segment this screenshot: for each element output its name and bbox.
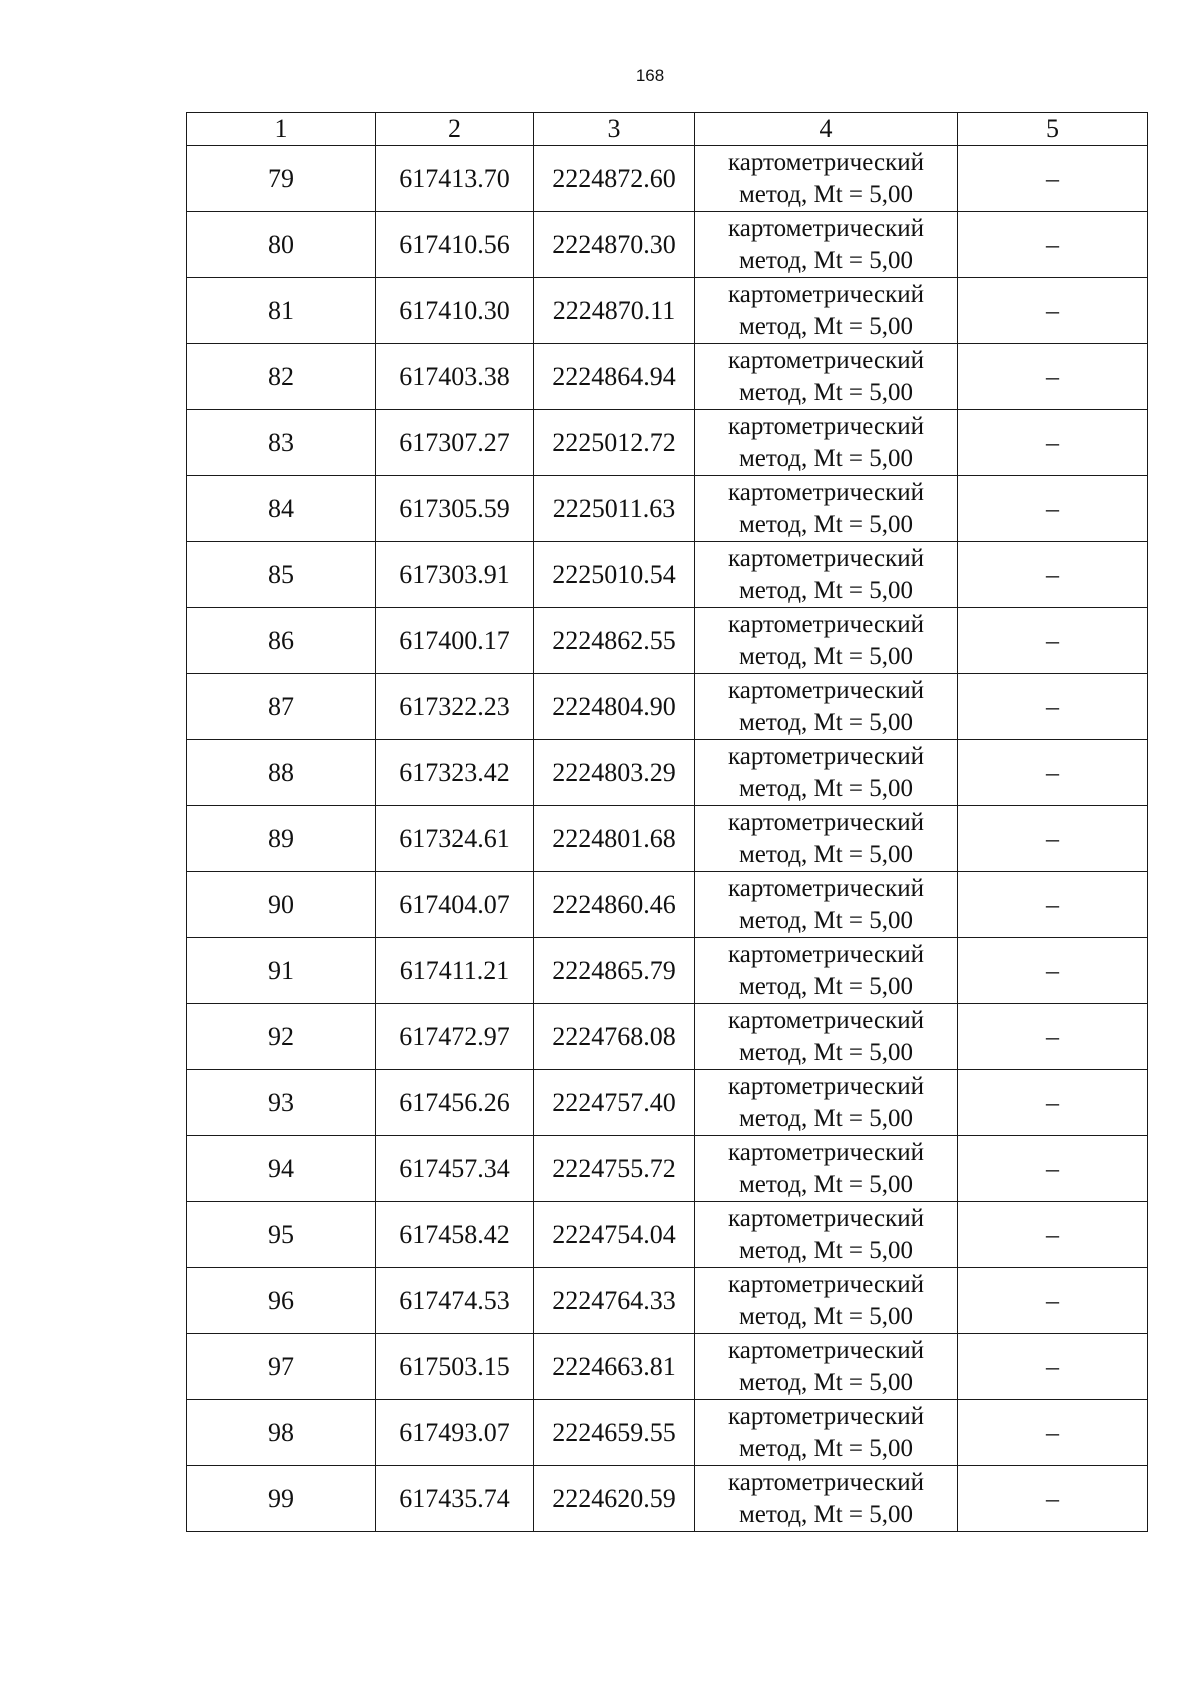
y-coordinate-cell: 2224764.33: [534, 1268, 695, 1334]
method-cell: [695, 278, 958, 344]
x-coordinate-cell: 617400.17: [376, 608, 534, 674]
method-line-1: картометрический: [728, 214, 924, 242]
dash-cell: –: [958, 608, 1148, 674]
method-line-1: картометрический: [728, 346, 924, 374]
method-cell: [695, 938, 958, 1004]
method-line-1: картометрический: [728, 1204, 924, 1232]
method-line-1: картометрический: [728, 544, 924, 572]
point-number-cell: 88: [187, 740, 376, 806]
point-number-cell: 84: [187, 476, 376, 542]
point-number-cell: 83: [187, 410, 376, 476]
table-row: [187, 212, 1148, 278]
method-line-1: картометрический: [728, 280, 924, 308]
table-row: [187, 410, 1148, 476]
dash-cell: –: [958, 872, 1148, 938]
x-coordinate-cell: 617435.74: [376, 1466, 534, 1532]
point-number-cell: 80: [187, 212, 376, 278]
method-cell: [695, 1070, 958, 1136]
coordinates-table: [186, 112, 1148, 1532]
x-coordinate-cell: 617493.07: [376, 1400, 534, 1466]
method-line-2: метод, Mt = 5,00: [738, 444, 914, 472]
x-coordinate-cell: 617410.56: [376, 212, 534, 278]
table-row: [187, 1004, 1148, 1070]
y-coordinate-cell: 2224803.29: [534, 740, 695, 806]
table-row: [187, 146, 1148, 212]
x-coordinate-cell: 617307.27: [376, 410, 534, 476]
y-coordinate-cell: 2225010.54: [534, 542, 695, 608]
point-number-cell: 79: [187, 146, 376, 212]
method-line-2: метод, Mt = 5,00: [738, 708, 914, 736]
x-coordinate-cell: 617472.97: [376, 1004, 534, 1070]
point-number-cell: 87: [187, 674, 376, 740]
method-line-2: метод, Mt = 5,00: [738, 774, 914, 802]
method-line-1: картометрический: [728, 676, 924, 704]
header-cell: 1: [187, 113, 376, 146]
method-line-1: картометрический: [728, 148, 924, 176]
header-cell: 5: [958, 113, 1148, 146]
method-cell: [695, 1136, 958, 1202]
dash-cell: –: [958, 1400, 1148, 1466]
method-line-2: метод, Mt = 5,00: [738, 1368, 914, 1396]
x-coordinate-cell: 617404.07: [376, 872, 534, 938]
method-line-2: метод, Mt = 5,00: [738, 1236, 914, 1264]
y-coordinate-cell: 2224865.79: [534, 938, 695, 1004]
y-coordinate-cell: 2224757.40: [534, 1070, 695, 1136]
method-line-2: метод, Mt = 5,00: [738, 840, 914, 868]
y-coordinate-cell: 2224872.60: [534, 146, 695, 212]
method-cell: [695, 344, 958, 410]
method-line-2: метод, Mt = 5,00: [738, 1302, 914, 1330]
x-coordinate-cell: 617411.21: [376, 938, 534, 1004]
point-number-cell: 93: [187, 1070, 376, 1136]
table-row: [187, 1400, 1148, 1466]
method-line-1: картометрический: [728, 1468, 924, 1496]
x-coordinate-cell: 617305.59: [376, 476, 534, 542]
table-row: [187, 1268, 1148, 1334]
method-line-1: картометрический: [728, 940, 924, 968]
table-row: [187, 1136, 1148, 1202]
method-cell: [695, 1202, 958, 1268]
x-coordinate-cell: 617503.15: [376, 1334, 534, 1400]
point-number-cell: 97: [187, 1334, 376, 1400]
y-coordinate-cell: 2224754.04: [534, 1202, 695, 1268]
method-line-2: метод, Mt = 5,00: [738, 576, 914, 604]
method-line-1: картометрический: [728, 610, 924, 638]
method-cell: [695, 476, 958, 542]
table-body: [187, 146, 1148, 1532]
method-line-2: метод, Mt = 5,00: [738, 972, 914, 1000]
point-number-cell: 86: [187, 608, 376, 674]
method-line-1: картометрический: [728, 412, 924, 440]
method-cell: [695, 608, 958, 674]
method-cell: [695, 740, 958, 806]
point-number-cell: 82: [187, 344, 376, 410]
dash-cell: –: [958, 806, 1148, 872]
table-row: [187, 1334, 1148, 1400]
dash-cell: –: [958, 410, 1148, 476]
y-coordinate-cell: 2224864.94: [534, 344, 695, 410]
y-coordinate-cell: 2224659.55: [534, 1400, 695, 1466]
table-row: [187, 1466, 1148, 1532]
dash-cell: –: [958, 1268, 1148, 1334]
method-cell: [695, 674, 958, 740]
dash-cell: –: [958, 1136, 1148, 1202]
y-coordinate-cell: 2224620.59: [534, 1466, 695, 1532]
method-line-2: метод, Mt = 5,00: [738, 1170, 914, 1198]
table-row: [187, 938, 1148, 1004]
method-line-1: картометрический: [728, 1072, 924, 1100]
x-coordinate-cell: 617410.30: [376, 278, 534, 344]
x-coordinate-cell: 617474.53: [376, 1268, 534, 1334]
header-cell: 2: [376, 113, 534, 146]
method-cell: [695, 806, 958, 872]
x-coordinate-cell: 617403.38: [376, 344, 534, 410]
header-cell: 3: [534, 113, 695, 146]
table-row: [187, 674, 1148, 740]
method-line-1: картометрический: [728, 1006, 924, 1034]
page-number: 168: [635, 66, 665, 85]
dash-cell: –: [958, 542, 1148, 608]
point-number-cell: 96: [187, 1268, 376, 1334]
dash-cell: –: [958, 674, 1148, 740]
method-line-1: картометрический: [728, 1402, 924, 1430]
point-number-cell: 92: [187, 1004, 376, 1070]
dash-cell: –: [958, 1334, 1148, 1400]
x-coordinate-cell: 617456.26: [376, 1070, 534, 1136]
y-coordinate-cell: 2225011.63: [534, 476, 695, 542]
table-row: [187, 344, 1148, 410]
method-line-1: картометрический: [728, 808, 924, 836]
y-coordinate-cell: 2224801.68: [534, 806, 695, 872]
dash-cell: –: [958, 938, 1148, 1004]
method-cell: [695, 410, 958, 476]
point-number-cell: 85: [187, 542, 376, 608]
method-cell: [695, 146, 958, 212]
coordinates-table-container: [186, 112, 1148, 1532]
table-row: [187, 476, 1148, 542]
dash-cell: –: [958, 146, 1148, 212]
table-row: [187, 1202, 1148, 1268]
x-coordinate-cell: 617323.42: [376, 740, 534, 806]
method-line-2: метод, Mt = 5,00: [738, 1038, 914, 1066]
y-coordinate-cell: 2224870.30: [534, 212, 695, 278]
method-line-2: метод, Mt = 5,00: [738, 246, 914, 274]
point-number-cell: 94: [187, 1136, 376, 1202]
method-line-1: картометрический: [728, 1270, 924, 1298]
y-coordinate-cell: 2224768.08: [534, 1004, 695, 1070]
dash-cell: –: [958, 740, 1148, 806]
dash-cell: –: [958, 344, 1148, 410]
table-row: [187, 1070, 1148, 1136]
method-cell: [695, 1268, 958, 1334]
point-number-cell: 90: [187, 872, 376, 938]
y-coordinate-cell: 2224860.46: [534, 872, 695, 938]
dash-cell: –: [958, 1202, 1148, 1268]
point-number-cell: 99: [187, 1466, 376, 1532]
y-coordinate-cell: 2225012.72: [534, 410, 695, 476]
y-coordinate-cell: 2224663.81: [534, 1334, 695, 1400]
dash-cell: –: [958, 476, 1148, 542]
table-row: [187, 278, 1148, 344]
dash-cell: –: [958, 1070, 1148, 1136]
dash-cell: –: [958, 278, 1148, 344]
method-cell: [695, 1400, 958, 1466]
method-line-2: метод, Mt = 5,00: [738, 642, 914, 670]
table-row: [187, 740, 1148, 806]
method-cell: [695, 1466, 958, 1532]
x-coordinate-cell: 617457.34: [376, 1136, 534, 1202]
method-line-2: метод, Mt = 5,00: [738, 1104, 914, 1132]
method-line-1: картометрический: [728, 874, 924, 902]
x-coordinate-cell: 617413.70: [376, 146, 534, 212]
method-cell: [695, 1334, 958, 1400]
table-header-row: [187, 113, 1148, 146]
table-row: [187, 872, 1148, 938]
point-number-cell: 98: [187, 1400, 376, 1466]
x-coordinate-cell: 617324.61: [376, 806, 534, 872]
table-row: [187, 608, 1148, 674]
method-line-2: метод, Mt = 5,00: [738, 510, 914, 538]
point-number-cell: 89: [187, 806, 376, 872]
x-coordinate-cell: 617322.23: [376, 674, 534, 740]
y-coordinate-cell: 2224870.11: [534, 278, 695, 344]
dash-cell: –: [958, 1004, 1148, 1070]
y-coordinate-cell: 2224755.72: [534, 1136, 695, 1202]
method-line-1: картометрический: [728, 1138, 924, 1166]
method-cell: [695, 872, 958, 938]
header-cell: 4: [695, 113, 958, 146]
point-number-cell: 91: [187, 938, 376, 1004]
method-line-2: метод, Mt = 5,00: [738, 180, 914, 208]
method-cell: [695, 542, 958, 608]
dash-cell: –: [958, 212, 1148, 278]
method-cell: [695, 1004, 958, 1070]
x-coordinate-cell: 617303.91: [376, 542, 534, 608]
dash-cell: –: [958, 1466, 1148, 1532]
method-line-2: метод, Mt = 5,00: [738, 906, 914, 934]
method-line-2: метод, Mt = 5,00: [738, 378, 914, 406]
x-coordinate-cell: 617458.42: [376, 1202, 534, 1268]
method-line-1: картометрический: [728, 1336, 924, 1364]
method-line-1: картометрический: [728, 742, 924, 770]
table-row: [187, 806, 1148, 872]
point-number-cell: 95: [187, 1202, 376, 1268]
method-line-2: метод, Mt = 5,00: [738, 312, 914, 340]
method-cell: [695, 212, 958, 278]
y-coordinate-cell: 2224862.55: [534, 608, 695, 674]
table-row: [187, 542, 1148, 608]
point-number-cell: 81: [187, 278, 376, 344]
method-line-2: метод, Mt = 5,00: [738, 1434, 914, 1462]
method-line-1: картометрический: [728, 478, 924, 506]
y-coordinate-cell: 2224804.90: [534, 674, 695, 740]
method-line-2: метод, Mt = 5,00: [738, 1500, 914, 1528]
